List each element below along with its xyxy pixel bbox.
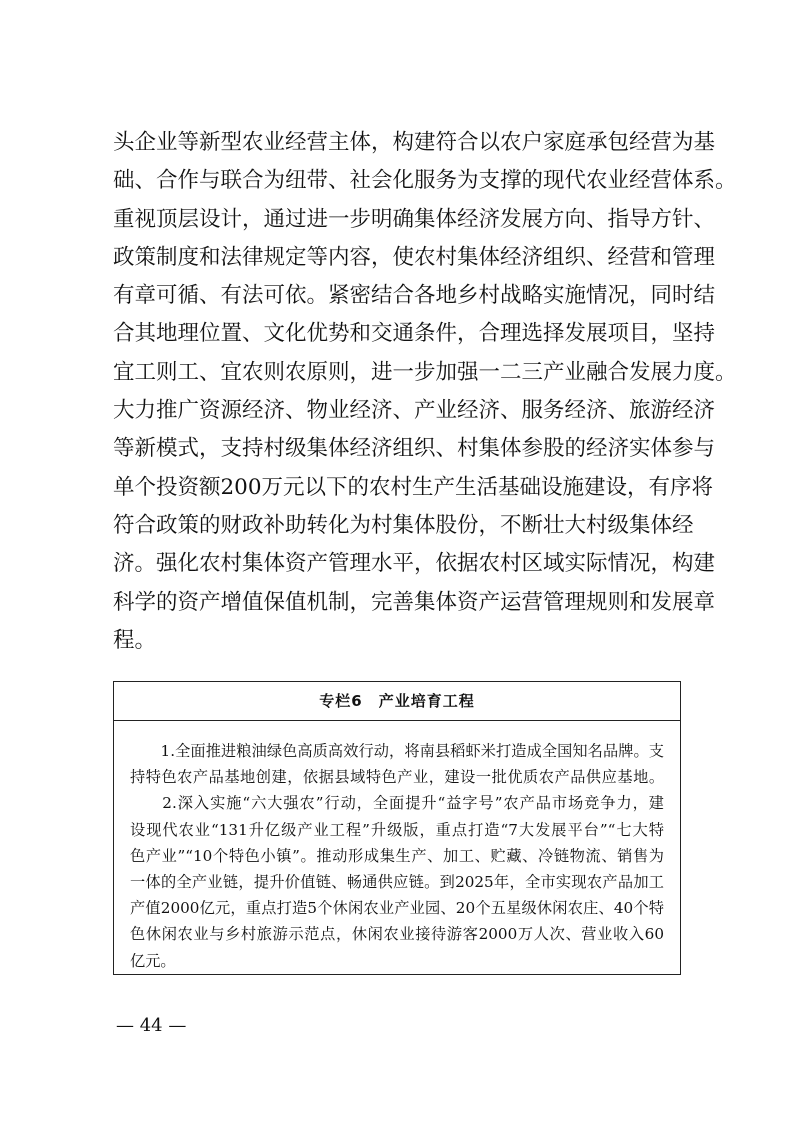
body-line: 单个投资额200万元以下的农村生产生活基础设施建设，有序将 (113, 474, 714, 500)
box-title: 专栏6 产业培育工程 (114, 682, 680, 721)
special-column-box (113, 681, 681, 975)
box-line: 持特色农产品基地创建，依据县域特色产业，建设一批优质农产品供应基地。 (130, 768, 664, 787)
box-line: 产值2000亿元，重点打造5个休闲农业产业园、20个五星级休闲农庄、40个特 (130, 899, 664, 918)
body-line: 政策制度和法律规定等内容，使农村集体经济组织、经营和管理 (113, 244, 716, 270)
body-line: 合其地理位置、文化优势和交通条件，合理选择发展项目，坚持 (113, 321, 716, 347)
box-line: 设现代农业“131升亿级产业工程”升级版，重点打造“7大发展平台”“七大特 (130, 820, 664, 839)
page-number: — 44 — (116, 1015, 187, 1036)
body-line: 符合政策的财政补助转化为村集体股份，不断壮大村级集体经 (113, 512, 694, 538)
box-line: 色产业”“10个特色小镇”。推动形成集生产、加工、贮藏、冷链物流、销售为 (130, 846, 664, 865)
box-line: 2.深入实施“六大强农”行动，全面提升“益字号”农产品市场竞争力，建 (130, 794, 664, 813)
body-line: 济。强化农村集体资产管理水平，依据农村区域实际情况，构建 (113, 551, 716, 577)
box-line: 一体的全产业链，提升价值链、畅通供应链。到2025年，全市实现农产品加工 (130, 872, 664, 891)
body-line: 宜工则工、宜农则农原则，进一步加强一二三产业融合发展力度。 (113, 359, 737, 385)
body-line: 大力推广资源经济、物业经济、产业经济、服务经济、旅游经济 (113, 398, 716, 424)
body-line: 等新模式，支持村级集体经济组织、村集体参股的经济实体参与 (113, 436, 716, 462)
body-line: 头企业等新型农业经营主体，构建符合以农户家庭承包经营为基 (113, 130, 716, 155)
body-text (113, 124, 737, 660)
box-line: 亿元。 (130, 951, 176, 970)
box-body (130, 738, 664, 974)
body-line: 础、合作与联合为纽带、社会化服务为支撑的现代农业经营体系。 (113, 168, 737, 194)
body-line: 重视顶层设计，通过进一步明确集体经济发展方向、指导方针、 (113, 206, 716, 232)
body-line: 程。 (113, 627, 157, 653)
box-line: 色休闲农业与乡村旅游示范点，休闲农业接待游客2000万人次、营业收入60 (130, 925, 664, 944)
box-line: 1.全面推进粮油绿色高质高效行动，将南县稻虾米打造成全国知名品牌。支 (130, 742, 664, 760)
body-line: 科学的资产增值保值机制，完善集体资产运营管理规则和发展章 (113, 589, 716, 615)
body-line: 有章可循、有法可依。紧密结合各地乡村战略实施情况，同时结 (113, 283, 716, 309)
